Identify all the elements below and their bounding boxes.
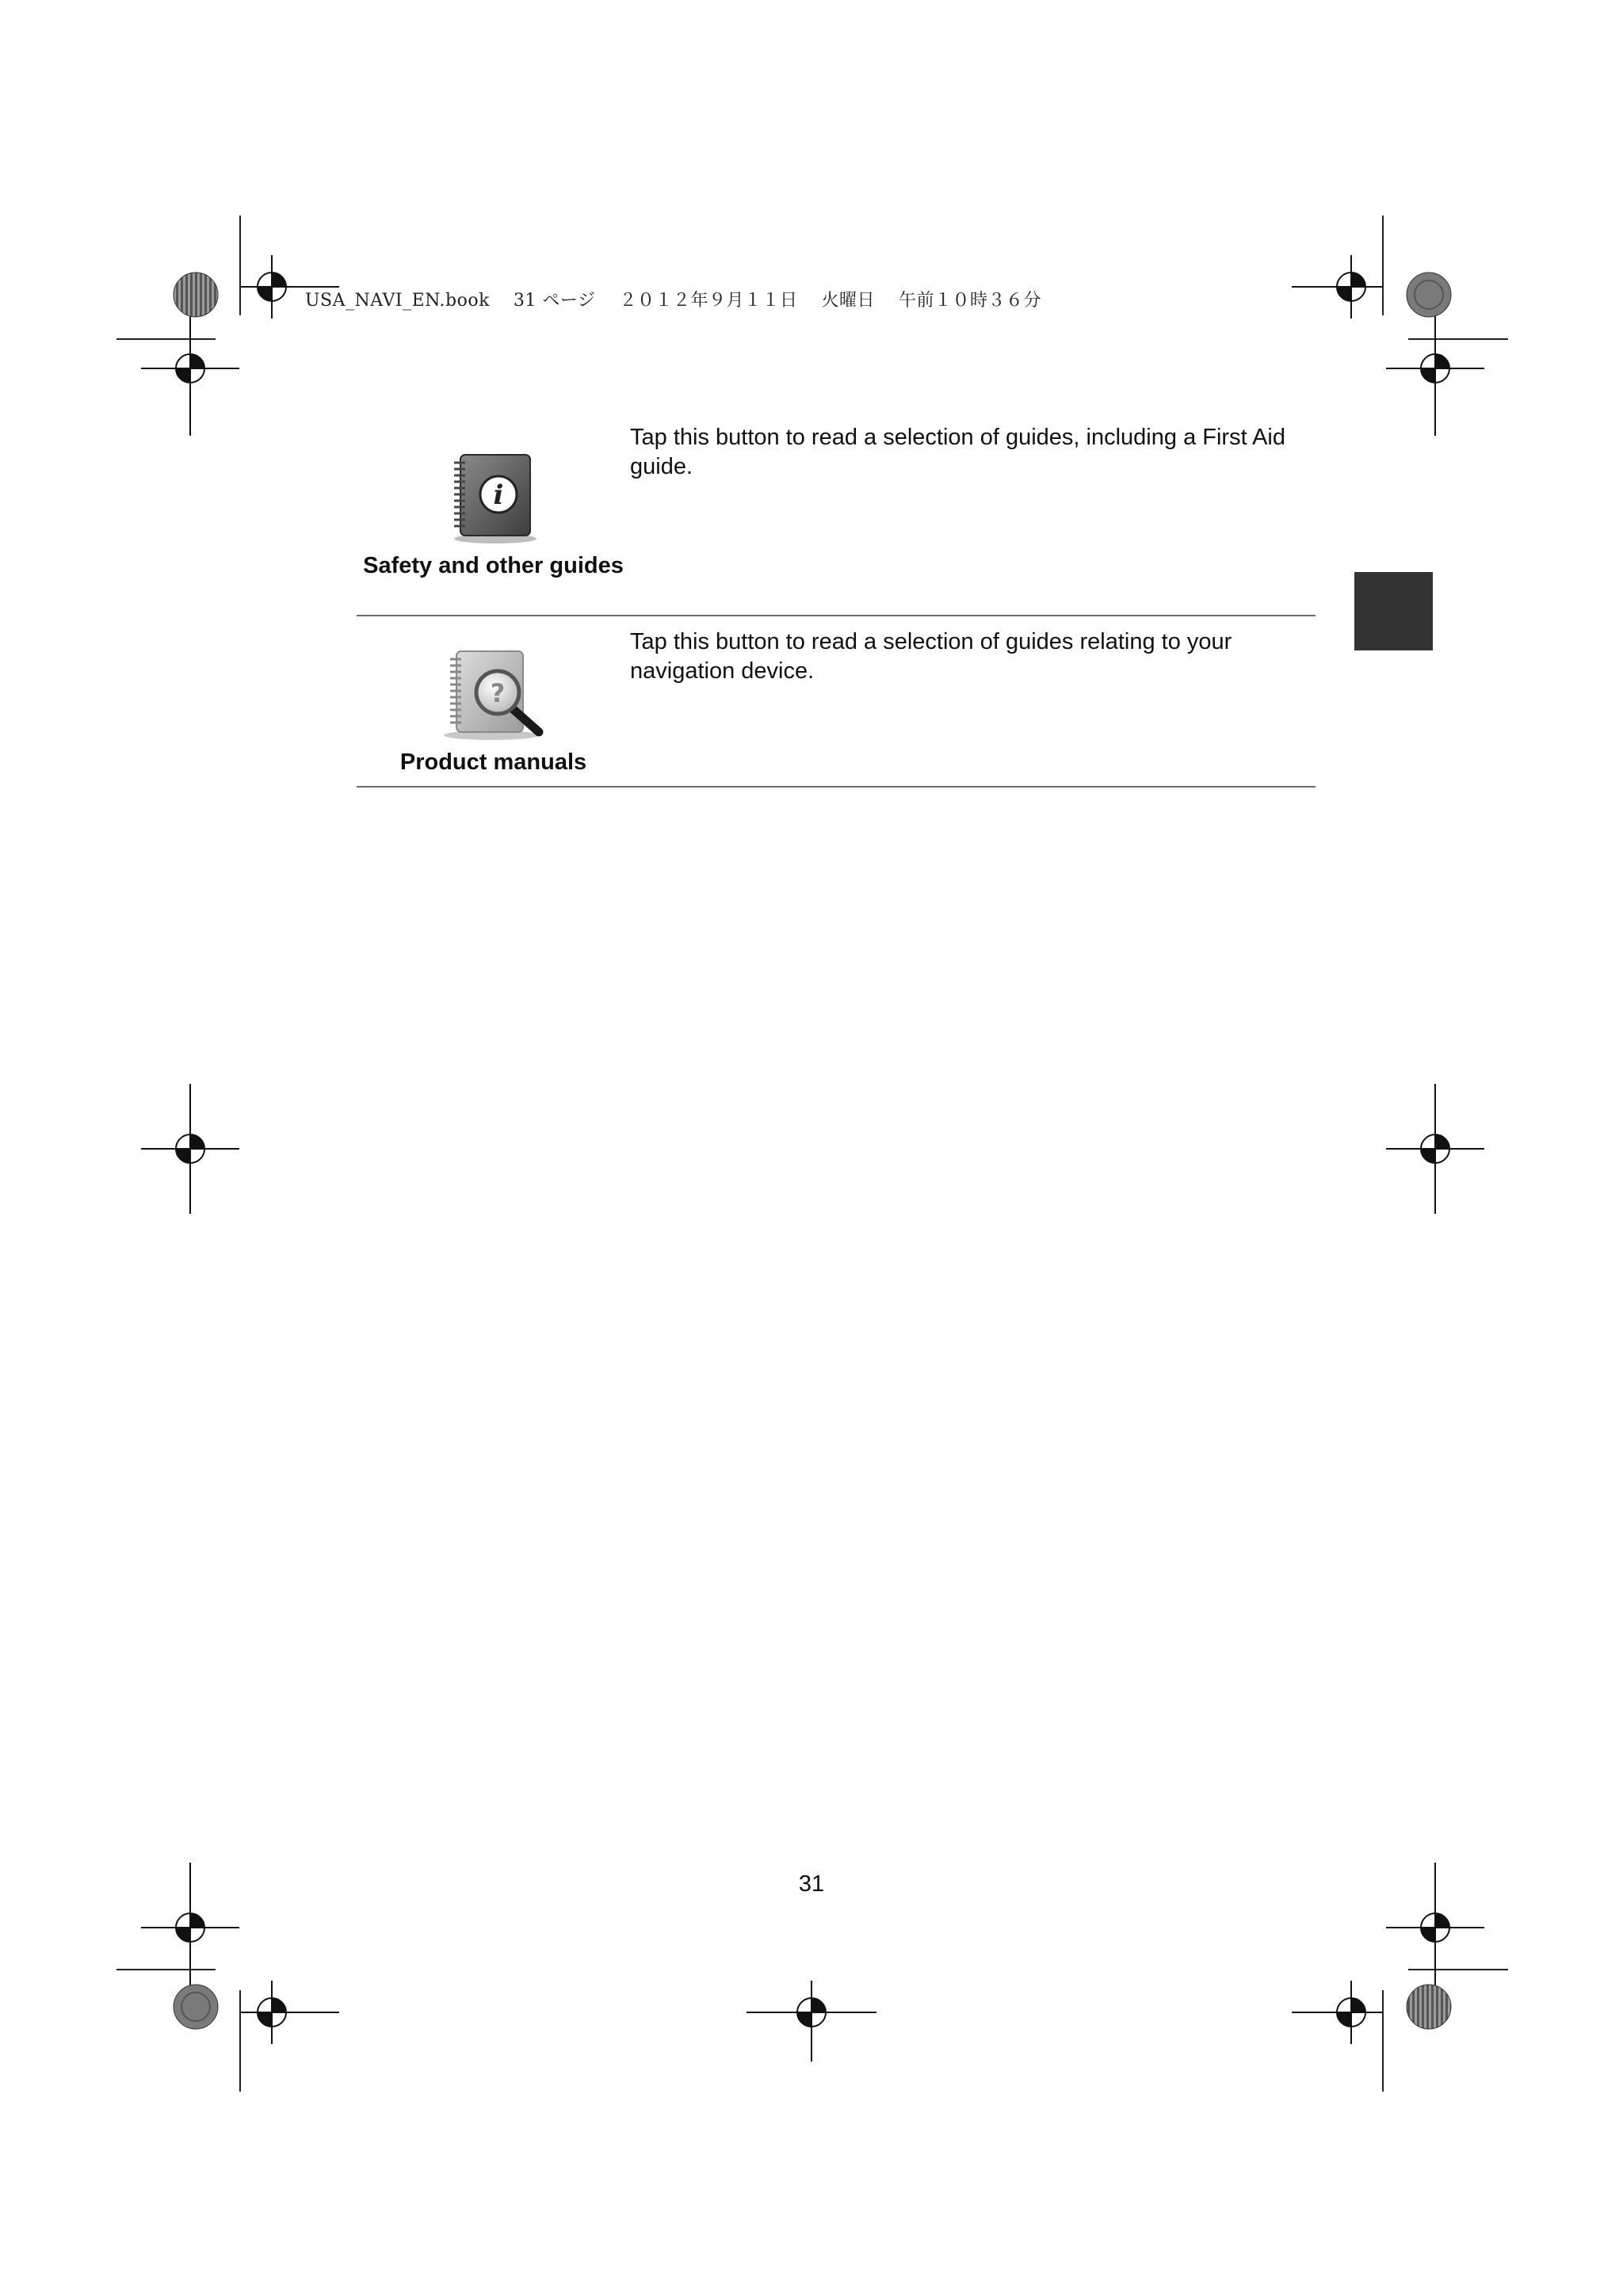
- button-table: [357, 412, 1316, 788]
- button-label: Product manuals: [399, 749, 587, 775]
- print-slug: USA_NAVI_EN.book 31 ページ ２０１２年９月１１日 火曜日 午前１０時３６分: [305, 291, 1041, 311]
- button-description: Tap this button to read a selection of guides relating to your navigation device.: [630, 629, 1232, 684]
- button-cell: [357, 646, 630, 777]
- svg-text:?: ?: [490, 678, 505, 708]
- button-cell: [357, 450, 630, 581]
- chapter-thumb-tab: [1354, 572, 1433, 650]
- table-row: [357, 412, 1316, 616]
- button-description: Tap this button to read a selection of guides, including a First Aid guide.: [630, 425, 1285, 479]
- help-manual-magnifier-icon: [434, 646, 553, 742]
- info-book-icon: [446, 450, 541, 545]
- svg-text:i: i: [493, 479, 503, 511]
- table-row: [357, 616, 1316, 788]
- page-number: 31: [798, 1871, 825, 1897]
- button-label: Safety and other guides: [363, 553, 624, 578]
